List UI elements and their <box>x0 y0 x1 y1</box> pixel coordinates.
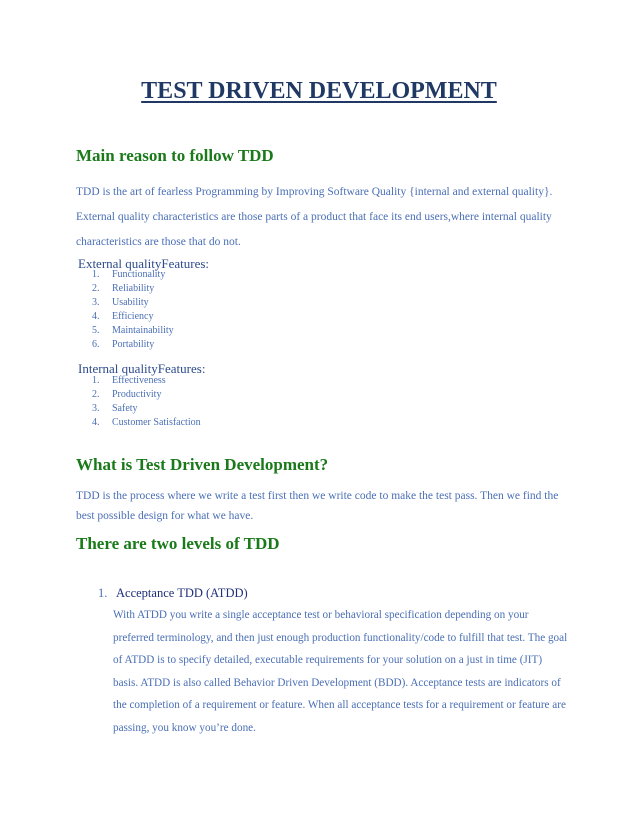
paragraph-atdd: With ATDD you write a single acceptance test or behavioral specification depending on your preferred terminology, and then just enough production functionality/code to fulfill that test. The goal of ATDD is to specify detailed, executable requirements for your solution on a just in time (JIT) basis. ATDD is also called Behavior Driven Development (BDD). Acceptance tests are indicators of the completion of a requirement or feature. When all acceptance tests for a requirement or feature are passing, you know you’re done. <box>113 609 568 734</box>
heading-what-is-tdd: What is Test Driven Development? <box>76 455 329 474</box>
list-item: 5. Maintainability <box>92 325 174 336</box>
list-item: 2. Reliability <box>92 283 155 294</box>
page-title: TEST DRIVEN DEVELOPMENT <box>141 78 497 104</box>
external-quality-list <box>92 268 174 352</box>
list-item: 6. Portability <box>92 339 155 350</box>
heading-two-levels: There are two levels of TDD <box>76 534 280 553</box>
internal-quality-label: Internal qualityFeatures: <box>78 361 206 376</box>
list-item: 4. Customer Satisfaction <box>92 417 201 428</box>
internal-quality-list <box>92 374 201 430</box>
list-item: 3. Safety <box>92 403 138 414</box>
atdd-list-item: 1. Acceptance TDD (ATDD) <box>98 586 248 600</box>
list-item: 1. Functionality <box>92 269 166 280</box>
external-quality-label: External qualityFeatures: <box>78 256 210 271</box>
list-item: 1. Effectiveness <box>92 375 166 386</box>
list-item: 3. Usability <box>92 297 149 308</box>
atdd-title: Acceptance TDD (ATDD) <box>116 586 248 600</box>
list-item: 2. Productivity <box>92 389 162 400</box>
paragraph-what-is-tdd: TDD is the process where we write a test first then we write code to make the test pass. Then we find the best possible design for what we have. <box>76 490 559 522</box>
paragraph-main-reason: TDD is the art of fearless Programming by Improving Software Quality {internal and external quality}. External quality characteristics are those parts of a product that face its end users,where internal quality characteristics are those that do not. <box>76 186 553 248</box>
heading-main-reason: Main reason to follow TDD <box>76 146 274 165</box>
list-item: 4. Efficiency <box>92 311 154 322</box>
